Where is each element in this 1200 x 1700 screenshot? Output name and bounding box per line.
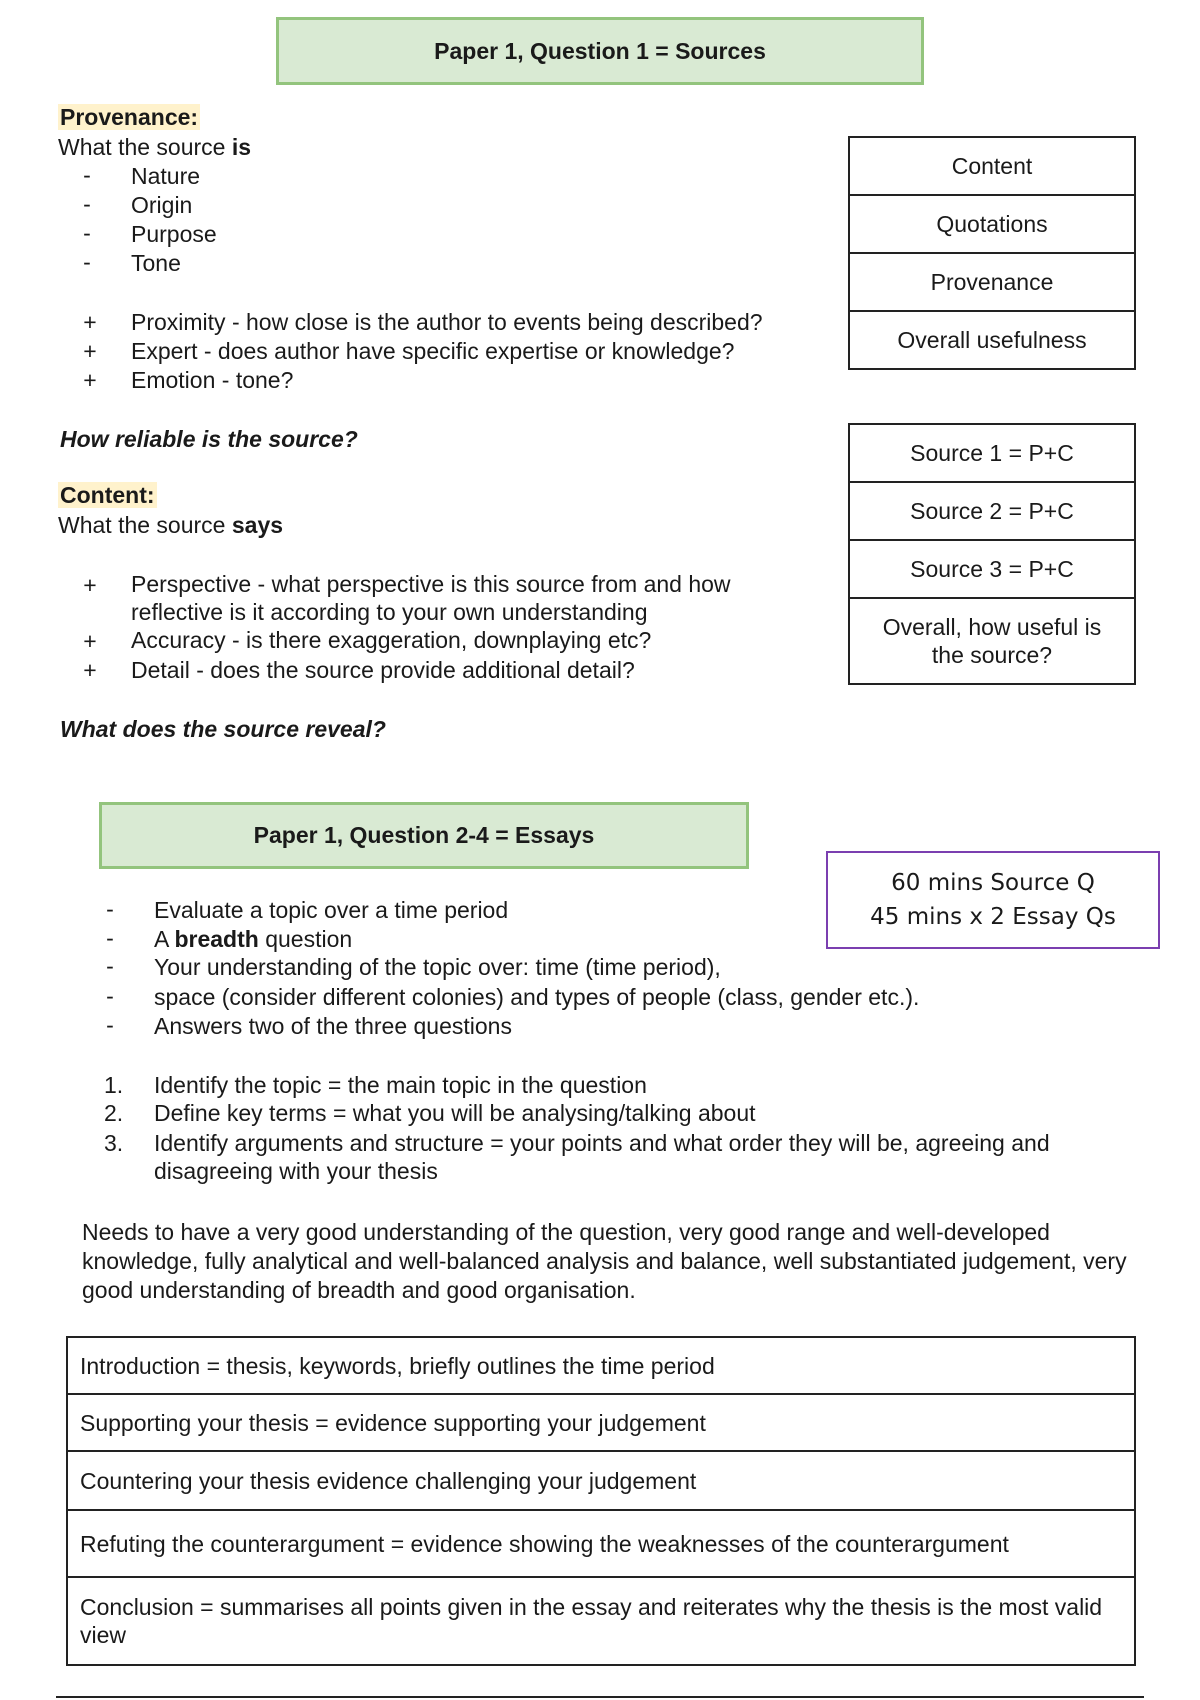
source-criteria-table [848, 136, 1136, 370]
list-item: Nature [131, 163, 201, 189]
list-item: Accuracy - is there exaggeration, downplaying etc? [131, 627, 652, 653]
list-item [154, 925, 352, 953]
content-intro [58, 511, 283, 539]
reliability-question: How reliable is the source? [60, 426, 358, 452]
content-intro-text: What the source [58, 512, 232, 538]
list-item: Your understanding of the topic over: time (time period), [154, 954, 721, 980]
list-item: Proximity - how close is the author to events being described? [131, 309, 763, 335]
table-cell: Overall usefulness [849, 311, 1135, 369]
step-number: 1. [104, 1072, 124, 1098]
step-text: Define key terms = what you will be analysing/talking about [154, 1100, 756, 1126]
step-number: 3. [104, 1130, 124, 1156]
content-intro-bold: says [231, 512, 284, 538]
list-item: Tone [131, 250, 181, 276]
content-heading-wrap [58, 481, 157, 509]
list-item: space (consider different colonies) and types of people (class, gender etc.). [154, 984, 920, 1010]
list-item: Purpose [131, 221, 217, 247]
content-heading: Content: [60, 482, 155, 508]
table-cell: Provenance [849, 253, 1135, 311]
list-item: Perspective - what perspective is this source from and how [131, 571, 731, 597]
provenance-heading: Provenance: [60, 104, 199, 130]
essay-row: Refuting the counterargument = evidence showing the weaknesses of the counterargument [67, 1510, 1135, 1577]
list-item-text: A [154, 926, 175, 952]
dash-marker: - [106, 953, 114, 979]
dash-marker: - [106, 925, 114, 951]
dash-marker: - [83, 249, 91, 275]
timing-box [826, 851, 1160, 949]
step-text-continuation: disagreeing with your thesis [154, 1158, 438, 1184]
list-item: Detail - does the source provide additional detail? [131, 657, 635, 683]
section2-title: Paper 1, Question 2-4 = Essays [99, 802, 749, 869]
list-item: Emotion - tone? [131, 367, 294, 393]
plus-marker: + [83, 628, 97, 654]
dash-marker: - [83, 162, 91, 188]
table-cell: Source 3 = P+C [849, 540, 1135, 598]
timing-line: 45 mins x 2 Essay Qs [870, 904, 1116, 930]
list-item: Evaluate a topic over a time period [154, 897, 509, 923]
cell-line: the source? [931, 642, 1053, 668]
provenance-intro-bold: is [231, 134, 252, 160]
step-number: 2. [104, 1100, 124, 1126]
cell-line: Overall, how useful is [882, 614, 1102, 640]
reveal-question: What does the source reveal? [60, 716, 386, 742]
step-text: Identify the topic = the main topic in the question [154, 1072, 647, 1098]
page-divider [56, 1696, 1144, 1698]
step-text: Identify arguments and structure = your points and what order they will be, agreeing and [154, 1130, 1050, 1156]
table-cell [849, 598, 1135, 684]
essay-row: Introduction = thesis, keywords, briefly outlines the time period [67, 1337, 1135, 1394]
table-cell: Quotations [849, 195, 1135, 253]
list-item: Origin [131, 192, 193, 218]
timing-line: 60 mins Source Q [891, 870, 1095, 896]
dash-marker: - [83, 220, 91, 246]
dash-marker: - [106, 1012, 114, 1038]
plus-marker: + [83, 657, 97, 683]
criteria-paragraph: Needs to have a very good understanding of the question, very good range and well-developed knowledge, fully analytical and well-balanced analysis and balance, well substantiated judgement, very good understanding of breadth and good organisation. [82, 1219, 1127, 1303]
list-item: Answers two of the three questions [154, 1013, 512, 1039]
list-item: Expert - does author have specific expertise or knowledge? [131, 338, 735, 364]
essay-structure-table [66, 1336, 1136, 1666]
essay-row: Conclusion = summarises all points given in the essay and reiterates why the thesis is the most valid view [67, 1577, 1135, 1665]
plus-marker: + [83, 572, 97, 598]
table-cell: Source 1 = P+C [849, 424, 1135, 482]
provenance-intro-text: What the source [58, 134, 232, 160]
list-item-bold: breadth [174, 926, 259, 952]
section1-title: Paper 1, Question 1 = Sources [276, 17, 924, 85]
table-cell: Content [849, 137, 1135, 195]
plus-marker: + [83, 338, 97, 364]
table-cell: Source 2 = P+C [849, 482, 1135, 540]
plus-marker: + [83, 367, 97, 393]
essay-row: Supporting your thesis = evidence supporting your judgement [67, 1394, 1135, 1451]
list-item-continuation: reflective is it according to your own understanding [131, 599, 648, 625]
provenance-intro [58, 133, 251, 161]
list-item-text: question [258, 926, 353, 952]
dash-marker: - [106, 896, 114, 922]
essay-row: Countering your thesis evidence challenging your judgement [67, 1451, 1135, 1510]
dash-marker: - [106, 983, 114, 1009]
plus-marker: + [83, 309, 97, 335]
dash-marker: - [83, 191, 91, 217]
source-structure-table [848, 423, 1136, 685]
provenance-heading-wrap [58, 103, 200, 131]
